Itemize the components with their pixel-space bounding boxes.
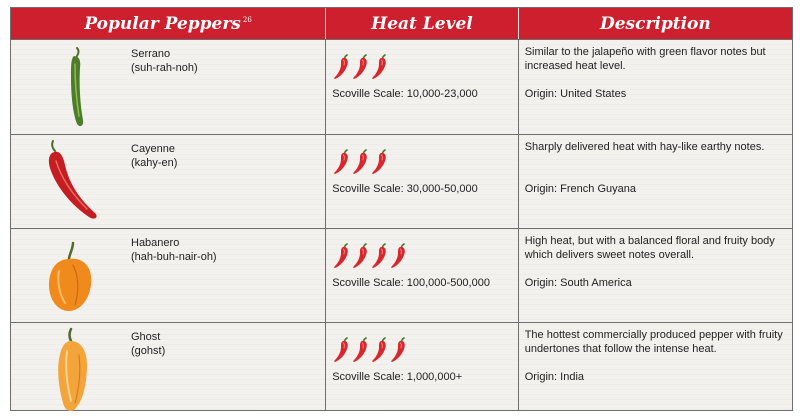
chili-icon — [353, 55, 367, 79]
description-cell — [519, 323, 792, 411]
heat-cell — [326, 40, 519, 134]
ghost-pepper-icon — [29, 327, 109, 413]
pepper-origin: Origin: United States — [524, 88, 627, 100]
pepper-pronunciation: (suh-rah-noh) — [131, 62, 198, 74]
pepper-name: Habanero — [131, 237, 180, 249]
pepper-cell — [11, 323, 326, 411]
pepper-cell — [11, 135, 326, 228]
cayenne-pepper-icon — [29, 139, 109, 225]
heat-chili-icons — [332, 52, 422, 82]
pepper-name: Cayenne — [131, 143, 176, 155]
pepper-name: Ghost — [131, 331, 161, 343]
pepper-name-block — [131, 236, 217, 264]
pepper-cell — [11, 40, 326, 134]
pepper-origin: Origin: South America — [524, 277, 632, 289]
heat-chili-icons — [332, 147, 422, 177]
chili-icon — [353, 150, 367, 174]
heat-chili-icons — [332, 241, 422, 271]
description-cell — [519, 40, 792, 134]
heat-cell — [326, 135, 519, 228]
habanero-pepper-icon — [29, 233, 109, 319]
description-cell — [519, 229, 792, 322]
chili-icon — [372, 55, 386, 79]
header-title-description: Description — [599, 13, 711, 34]
pepper-description: The hottest commercially produced pepper with fruity undertones that follow the intense heat. — [524, 329, 783, 355]
chili-icon — [372, 244, 386, 268]
header-title-heat: Heat Level — [371, 13, 473, 34]
pepper-cell — [11, 229, 326, 322]
chili-icon — [391, 244, 405, 268]
scoville-scale: Scoville Scale: 1,000,000+ — [332, 371, 463, 383]
pepper-name-block — [131, 47, 198, 75]
peppers-table — [10, 7, 793, 411]
scoville-scale: Scoville Scale: 30,000-50,000 — [332, 183, 478, 195]
chili-icon — [334, 150, 348, 174]
chili-icon — [391, 338, 405, 362]
heat-cell — [326, 229, 519, 322]
pepper-origin: Origin: India — [524, 371, 585, 383]
table-row — [11, 323, 792, 411]
header-footnote: 26 — [242, 15, 252, 24]
chili-icon — [372, 338, 386, 362]
chili-icon — [372, 150, 386, 174]
chili-icon — [334, 338, 348, 362]
pepper-name-block — [131, 330, 165, 358]
pepper-pronunciation: (gohst) — [131, 345, 166, 357]
header-popular-peppers — [11, 8, 326, 39]
pepper-pronunciation: (kahy-en) — [131, 157, 178, 169]
pepper-name-block — [131, 142, 177, 170]
chili-icon — [353, 338, 367, 362]
scoville-scale: Scoville Scale: 100,000-500,000 — [332, 277, 490, 289]
header-title-peppers: Popular Peppers — [84, 13, 241, 34]
table-row — [11, 135, 792, 229]
chili-icon — [353, 244, 367, 268]
pepper-name: Serrano — [131, 48, 171, 60]
pepper-pronunciation: (hah-buh-nair-oh) — [131, 251, 217, 263]
heat-cell — [326, 323, 519, 411]
header-description — [519, 8, 792, 39]
table-row — [11, 229, 792, 323]
serrano-pepper-icon — [29, 44, 109, 130]
pepper-description: High heat, but with a balanced floral and fruity body which delivers sweet notes overall. — [524, 235, 775, 261]
table-header — [11, 8, 792, 40]
pepper-description: Sharply delivered heat with hay-like earthy notes. — [524, 141, 765, 153]
scoville-scale: Scoville Scale: 10,000-23,000 — [332, 88, 478, 100]
pepper-description: Similar to the jalapeño with green flavor notes but increased heat level. — [524, 46, 766, 72]
chili-icon — [334, 55, 348, 79]
description-cell — [519, 135, 792, 228]
chili-icon — [334, 244, 348, 268]
heat-chili-icons — [332, 335, 422, 365]
header-heat-level — [326, 8, 519, 39]
pepper-origin: Origin: French Guyana — [524, 183, 636, 195]
table-row — [11, 40, 792, 135]
